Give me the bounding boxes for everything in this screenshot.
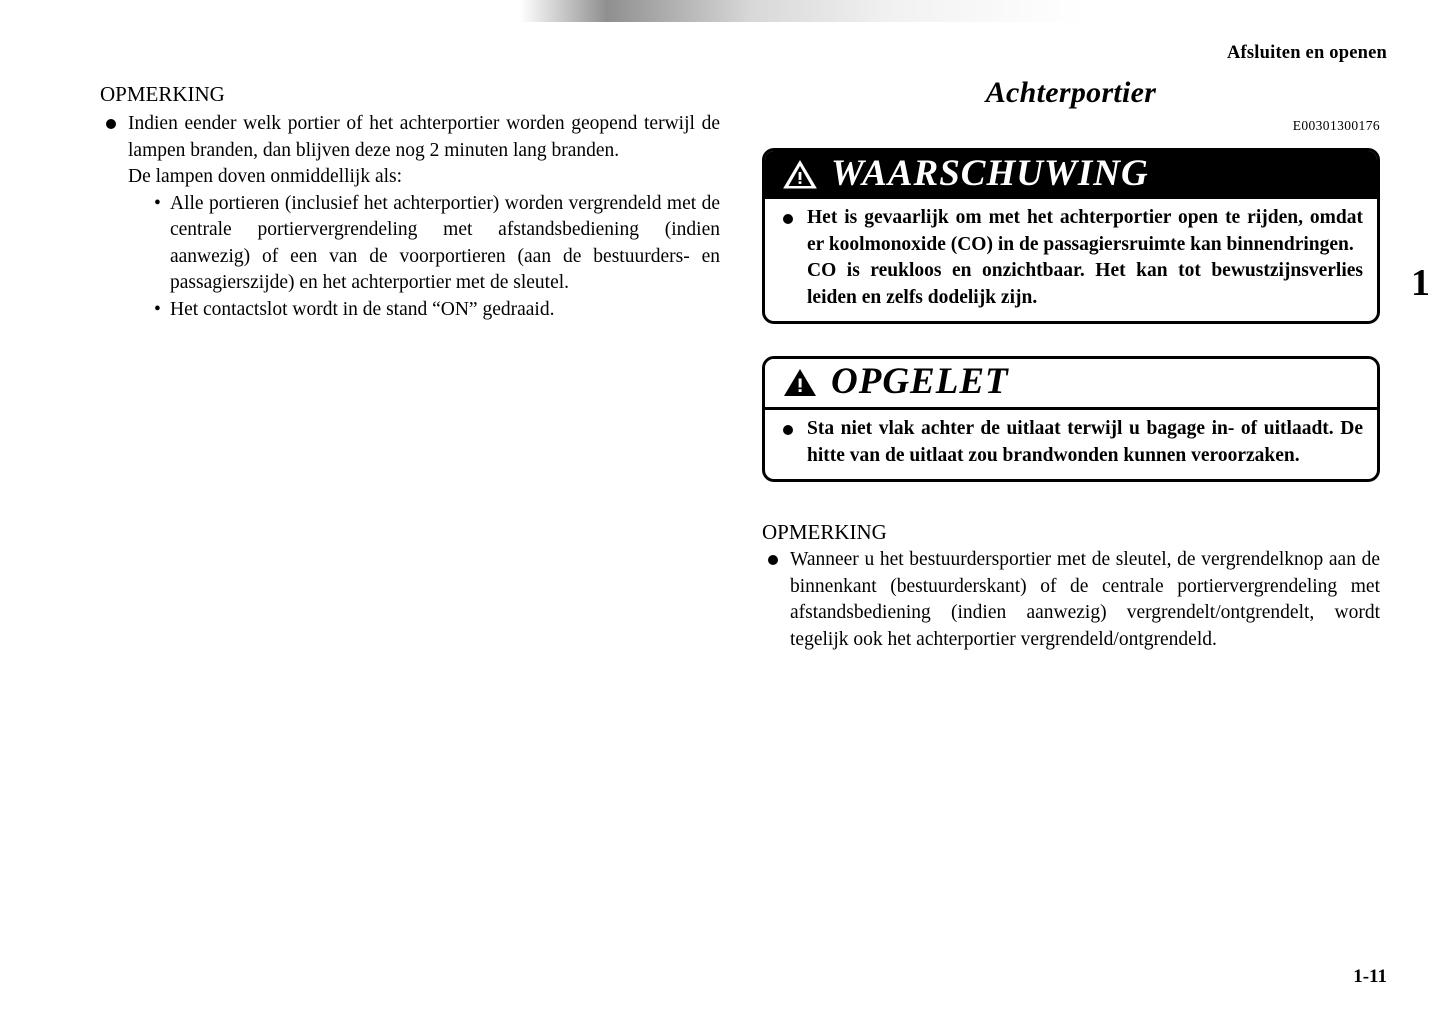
warning-bullet bbox=[781, 205, 1363, 311]
chapter-tab bbox=[1403, 258, 1445, 320]
left-note-bullet bbox=[100, 111, 720, 323]
warning-text-2: CO is reukloos en onzichtbaar. Het kan tot bewustzijnsverlies leiden en zelfs dodelijk zijn. bbox=[807, 260, 1363, 308]
warning-triangle-icon bbox=[783, 159, 817, 189]
left-column bbox=[100, 82, 720, 323]
right-note-bullet bbox=[762, 547, 1380, 653]
warning-box-header bbox=[765, 151, 1377, 199]
page-title: Achterportier bbox=[985, 76, 1157, 109]
page-number: 1-11 bbox=[1353, 966, 1387, 987]
right-note-text: Wanneer u het bestuurdersportier met de sleutel, de vergrendelknop aan de binnenkant (bestuurderskant) of de centrale portiervergrendeling met afstandsbediening (indien aanwezig) vergrendelt/ontgrendelt, wordt tegelijk ook het achterportier vergrendeld/ontgrendeld. bbox=[790, 549, 1380, 650]
sub-bullet-icon: • bbox=[154, 192, 161, 214]
left-note-heading: OPMERKING bbox=[100, 82, 225, 106]
left-note-paragraph: Indien eender welk portier of het achterportier worden geopend terwijl de lampen branden, dan blijven deze nog 2 minuten lang branden. bbox=[128, 113, 720, 161]
caution-box bbox=[762, 356, 1380, 482]
caution-text: Sta niet vlak achter de uitlaat terwijl u bagage in- of uitlaadt. De hitte van de uitlaat zou brandwonden kunnen veroorzaken. bbox=[807, 418, 1363, 466]
warning-box-body bbox=[765, 199, 1377, 321]
sub-bullet-icon: • bbox=[154, 298, 161, 320]
bullet-dot-icon bbox=[783, 425, 793, 435]
bullet-dot-icon bbox=[783, 214, 793, 224]
document-code: E00301300176 bbox=[1292, 118, 1380, 133]
list-item bbox=[154, 191, 720, 297]
caution-label: OPGELET bbox=[831, 361, 1009, 402]
list-item-text: Het contactslot wordt in de stand “ON” gedraaid. bbox=[170, 298, 555, 320]
page-header-title: Afsluiten en openen bbox=[1226, 43, 1387, 63]
bullet-dot-icon bbox=[768, 555, 778, 565]
chapter-number: 1 bbox=[1411, 262, 1430, 304]
left-note-paragraph-2: De lampen doven onmiddellijk als: bbox=[128, 166, 403, 187]
right-note-heading: OPMERKING bbox=[762, 520, 887, 544]
caution-box-body bbox=[765, 407, 1377, 479]
caution-bullet bbox=[781, 416, 1363, 469]
warning-triangle-icon bbox=[783, 367, 817, 397]
right-column bbox=[762, 76, 1380, 653]
page-top-gradient-strip bbox=[0, 0, 1445, 22]
warning-box bbox=[762, 148, 1380, 324]
list-item-text: Alle portieren (inclusief het achterportier) worden vergrendeld met de centrale portiervergrendeling met afstandsbediening (indien aanwezig) of een van de voorportieren (aan de bestuurders- en passagierszijde) en het achterportier met de sleutel. bbox=[170, 192, 720, 293]
left-note-sub-list bbox=[128, 191, 720, 324]
bullet-dot-icon bbox=[106, 119, 116, 129]
list-item bbox=[154, 297, 720, 324]
warning-label: WAARSCHUWING bbox=[831, 153, 1149, 194]
warning-text-1: Het is gevaarlijk om met het achterportier open te rijden, omdat er koolmonoxide (CO) in de passagiersruimte kan binnendringen. bbox=[807, 207, 1363, 255]
caution-box-header bbox=[765, 359, 1377, 407]
